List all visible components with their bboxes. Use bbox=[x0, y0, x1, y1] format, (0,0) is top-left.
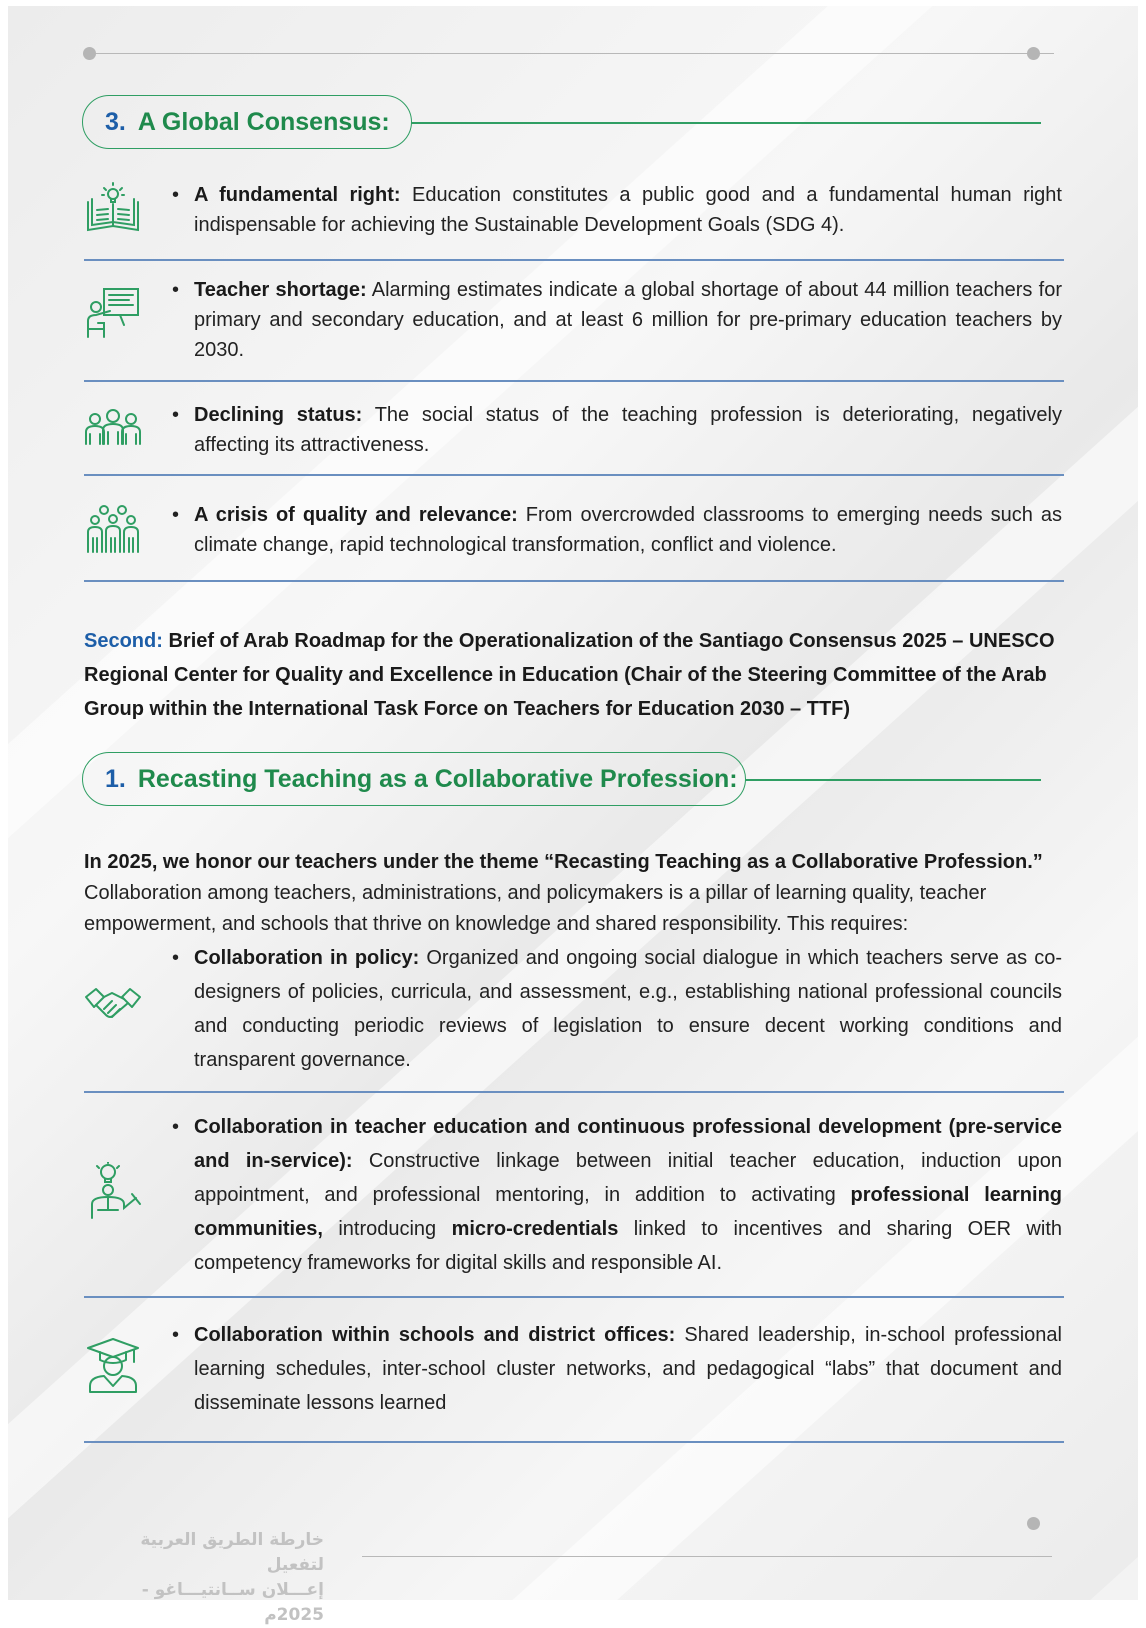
item-label: Teacher shortage: bbox=[194, 279, 367, 301]
item-description: Organized and ongoing social dialogue in which teachers serve as co-designers of policies, curricula, and assessment, e.g., establishing national professional councils and conducting periodic reviews of legislation to ensure decent working conditions and transparent governance. bbox=[194, 947, 1062, 1071]
top-rule bbox=[90, 53, 1054, 54]
item-description: Alarming estimates indicate a global shortage of about 44 million teachers for primary and secondary education, and at least 6 million for pre-primary education teachers by 2030. bbox=[194, 279, 1062, 361]
item-text bbox=[194, 400, 1062, 460]
item-emphasis: professional learning communities, bbox=[194, 1184, 1063, 1240]
divider bbox=[84, 474, 1064, 476]
teacher-idea-icon bbox=[84, 1162, 142, 1220]
item-text bbox=[194, 180, 1062, 240]
section-1-heading bbox=[82, 752, 746, 806]
footer-line-1: خارطة الطريق العربية لتفعيل bbox=[140, 1530, 324, 1575]
divider bbox=[84, 259, 1064, 261]
item-description: From overcrowded classrooms to emerging needs such as climate change, rapid technological transformation, conflict and violence. bbox=[194, 504, 1063, 556]
item-text bbox=[194, 1110, 1062, 1280]
intro-theme: In 2025, we honor our teachers under the theme “Recasting Teaching as a Collaborative Profession.” bbox=[84, 851, 1043, 873]
section-1-intro bbox=[84, 847, 1064, 940]
footer-line-2: إعـــلان ســانتيـــاغو - 2025م bbox=[141, 1580, 324, 1625]
item-text bbox=[194, 941, 1062, 1077]
graduate-icon bbox=[84, 1336, 142, 1394]
section-1-number: 1. bbox=[105, 764, 126, 793]
book-lightbulb-icon bbox=[84, 180, 142, 238]
teacher-board-icon bbox=[84, 283, 142, 341]
divider bbox=[84, 1441, 1064, 1443]
item-text bbox=[194, 275, 1062, 365]
people-group-icon bbox=[84, 400, 142, 458]
divider bbox=[84, 580, 1064, 582]
crowd-icon bbox=[84, 502, 142, 560]
item-label: Collaboration in teacher education and continuous professional development (pre-service and in-service): bbox=[194, 1116, 1062, 1172]
item-text bbox=[194, 1318, 1062, 1420]
handshake-icon bbox=[84, 975, 142, 1033]
footer-logo-text bbox=[84, 1528, 324, 1628]
footer-rule bbox=[362, 1556, 1052, 1557]
divider bbox=[84, 1091, 1064, 1093]
footer-dot bbox=[1027, 1517, 1040, 1530]
top-right-dot bbox=[1027, 47, 1040, 60]
section-3-heading bbox=[82, 95, 412, 149]
intro-body: Collaboration among teachers, administrations, and policymakers is a pillar of learning quality, teacher empowerment, and schools that thrive on knowledge and shared responsibility. This requires: bbox=[84, 882, 987, 935]
item-emphasis: micro-credentials bbox=[451, 1218, 619, 1240]
item-label: A fundamental right: bbox=[194, 184, 401, 206]
section-1-heading-rule bbox=[745, 779, 1041, 781]
section-1-title: Recasting Teaching as a Collaborative Profession: bbox=[137, 764, 738, 793]
section-3-number: 3. bbox=[105, 107, 126, 136]
divider bbox=[84, 380, 1064, 382]
top-left-dot bbox=[83, 47, 96, 60]
item-label: Collaboration in policy: bbox=[194, 947, 420, 969]
item-description: Constructive linkage between initial teacher education, induction upon appointment, and professional mentoring, in addition to activating bbox=[194, 1150, 1062, 1206]
second-text: Brief of Arab Roadmap for the Operationalization of the Santiago Consensus 2025 – UNESCO Regional Center for Quality and Excellence in Education (Chair of the Steering Committee of the Arab Group within the International Task Force on Teachers for Education 2030 – TTF) bbox=[84, 630, 1055, 720]
second-heading bbox=[84, 624, 1064, 726]
item-label: Collaboration within schools and district offices: bbox=[194, 1324, 676, 1346]
item-description: introducing bbox=[322, 1218, 452, 1240]
item-description: The social status of the teaching profession is deteriorating, negatively affecting its attractiveness. bbox=[194, 404, 1062, 456]
item-description: Education constitutes a public good and a fundamental human right indispensable for achieving the Sustainable Development Goals (SDG 4). bbox=[194, 184, 1062, 236]
item-label: Declining status: bbox=[194, 404, 363, 426]
item-text bbox=[194, 500, 1062, 560]
second-label: Second: bbox=[84, 630, 163, 652]
item-description: Shared leadership, in-school professional learning schedules, inter-school cluster networks, and pedagogical “labs” that document and disseminate lessons learned bbox=[194, 1324, 1062, 1414]
item-description: linked to incentives and sharing OER with competency frameworks for digital skills and responsible AI. bbox=[194, 1218, 1062, 1274]
section-3-heading-rule bbox=[411, 122, 1041, 124]
section-3-title: A Global Consensus: bbox=[137, 107, 390, 136]
item-label: A crisis of quality and relevance: bbox=[194, 504, 518, 526]
divider bbox=[84, 1296, 1064, 1298]
